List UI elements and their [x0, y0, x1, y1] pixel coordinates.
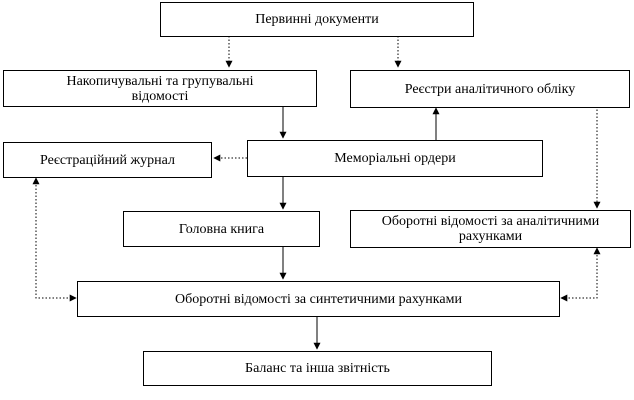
node-balance-reporting	[143, 351, 492, 386]
node-analytic-registers	[350, 70, 630, 108]
node-synthetic-turnover-statements	[77, 281, 560, 317]
node-memorial-orders	[247, 140, 543, 177]
node-general-ledger	[123, 211, 320, 247]
edge-journal-synthetic	[36, 178, 76, 298]
node-analytic-turnover-statements	[350, 210, 631, 248]
node-registration-journal	[3, 142, 212, 178]
node-primary-documents	[160, 2, 474, 37]
edge-analytic-synthetic	[561, 248, 597, 298]
node-label: Оборотні відомості за аналітичними рахунками	[381, 214, 600, 244]
node-accumulative-grouping-statements	[3, 70, 317, 107]
node-label: Головна книга	[178, 221, 265, 237]
node-label: Оборотні відомості за синтетичними рахунками	[175, 291, 462, 307]
node-label: Первинні документи	[255, 12, 379, 27]
node-label: Накопичувальні та групувальні відомості	[66, 73, 254, 104]
node-label: Реєстраційний журнал	[40, 152, 175, 168]
node-label: Реєстри аналітичного обліку	[404, 81, 576, 97]
node-label: Меморіальні ордери	[334, 151, 456, 166]
node-label: Баланс та інша звітність	[245, 361, 390, 376]
